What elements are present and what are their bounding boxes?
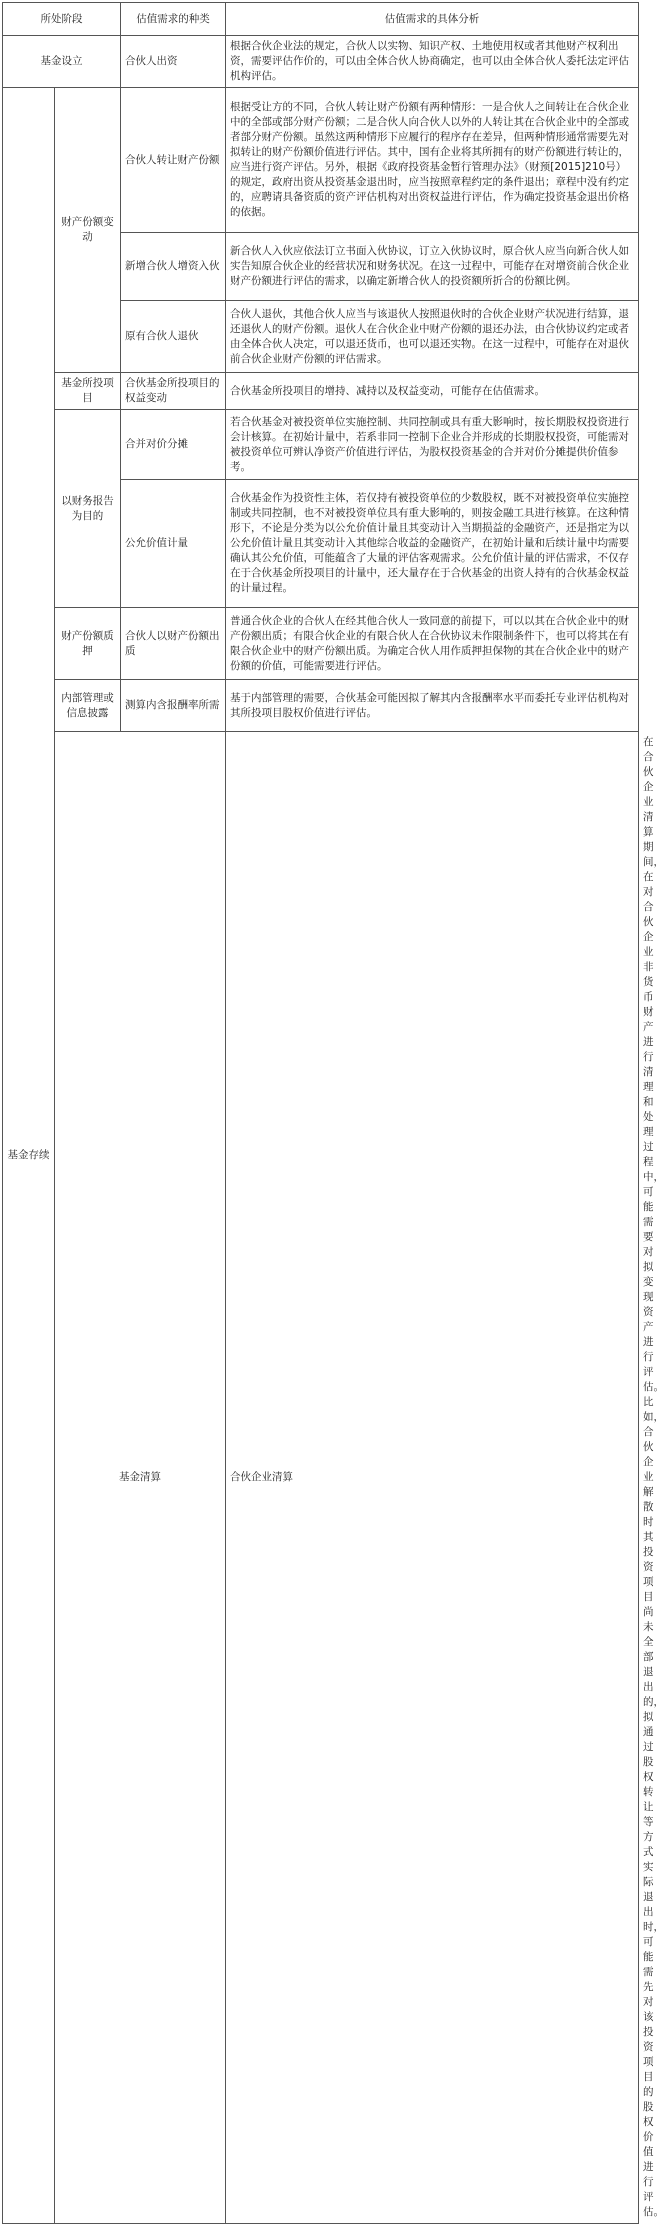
analysis-cell: 若合伙基金对被投资单位实施控制、共同控制或具有重大影响时，按长期股权投资进行会计核算。在初始计量中，若系非同一控制下企业合并形成的长期股权投资，可能需对被投资单位可辨认净资产价值进行评估，为股权投资基金的合并对价分摊提供价值参考。 <box>226 410 639 480</box>
type-cell: 新增合伙人增资入伙 <box>121 233 226 301</box>
analysis-cell: 合伙人退伙，其他合伙人应当与该退伙人按照退伙时的合伙企业财产状况进行结算，退还退伙人的财产份额。退伙人在合伙企业中财产份额的退还办法，由合伙协议约定或者由全体合伙人决定，可以退还货币，也可以退还实物。在这一过程中，可能存在对退伙前合伙企业财产份额的评估需求。 <box>226 301 639 373</box>
valuation-needs-table <box>2 2 664 2224</box>
stage-cell: 基金设立 <box>3 36 121 88</box>
substage-cell: 以财务报告为目的 <box>55 410 121 608</box>
substage-cell: 基金所投项目 <box>55 373 121 410</box>
table-row <box>3 608 639 680</box>
header-row <box>3 3 639 36</box>
stage-cell: 基金清算 <box>55 732 226 2224</box>
analysis-cell: 合伙基金作为投资性主体，若仅持有被投资单位的少数股权，既不对被投资单位实施控制或共同控制，也不对被投资单位具有重大影响的，则按金融工具进行核算。在这种情形下，不论是分类为以公允价值计量且其变动计入当期损益的金融资产，还是指定为以公允价值计量且其变动计入其他综合收益的金融资产，在初始计量和后续计量中均需要确认其公允价值，可能蕴含了大量的评估客观需求。公允价值计量的评估需求，不仅存在于合伙基金所投项目的计量中，还大量存在于合伙基金的出资人持有的合伙基金权益的计量过程。 <box>226 480 639 608</box>
type-cell: 合伙人出资 <box>121 36 226 88</box>
header-analysis: 估值需求的具体分析 <box>226 3 639 36</box>
substage-cell: 财产份额变动 <box>55 88 121 373</box>
type-cell: 合伙人以财产份额出质 <box>121 608 226 680</box>
type-cell: 公允价值计量 <box>121 480 226 608</box>
table-row <box>3 680 639 732</box>
header-type: 估值需求的种类 <box>121 3 226 36</box>
type-cell: 合伙企业清算 <box>226 732 639 2224</box>
table-row <box>3 36 639 88</box>
type-cell: 合并对价分摊 <box>121 410 226 480</box>
analysis-cell: 根据受让方的不同，合伙人转让财产份额有两种情形：一是合伙人之间转让在合伙企业中的全部或部分财产份额；二是合伙人向合伙人以外的人转让其在合伙企业中的全部或者部分财产份额。虽然这两种情形下应履行的程序存在差异，但两种情形通常需要先对拟转让的财产份额价值进行评估。其中，国有企业将其所拥有的财产份额进行转让的，应当进行资产评估。另外，根据《政府投资基金暂行管理办法》（财预[2015]210号）的规定，政府出资从投资基金退出时，应当按照章程约定的条件退出；章程中没有约定的，应聘请具备资质的资产评估机构对出资权益进行评估，作为确定投资基金退出价格的依据。 <box>226 88 639 233</box>
type-cell: 合伙人转让财产份额 <box>121 88 226 233</box>
table-row <box>3 373 639 410</box>
table-row <box>3 410 639 480</box>
substage-cell: 内部管理或信息披露 <box>55 680 121 732</box>
type-cell: 合伙基金所投项目的权益变动 <box>121 373 226 410</box>
analysis-cell: 根据合伙企业法的规定，合伙人以实物、知识产权、土地使用权或者其他财产权利出资，需要评估作价的，可以由全体合伙人协商确定，也可以由全体合伙人委托法定评估机构评估。 <box>226 36 639 88</box>
table-row: 基金清算 合伙企业清算 在合伙企业清算期间，在对合伙企业非货币财产进行清理和处理过程中，可能需要对拟变现资产进行评估。比如，合伙企业解散时其投资项目尚未全部退出的，拟通过股权转让等方式实际退出时，可能需先对该投资项目的股权价值进行评估。 <box>3 732 639 2224</box>
analysis-cell: 普通合伙企业的合伙人在经其他合伙人一致同意的前提下，可以以其在合伙企业中的财产份额出质；有限合伙企业的有限合伙人在合伙协议未作限制条件下，也可以将其在有限合伙企业中的财产份额出质。为确定合伙人用作质押担保物的其在合伙企业中的财产份额的价值，可能需要进行评估。 <box>226 608 639 680</box>
stage-cell: 基金存续 <box>3 88 55 2224</box>
analysis-cell: 基于内部管理的需要，合伙基金可能因拟了解其内含报酬率水平而委托专业评估机构对其所投项目股权价值进行评估。 <box>226 680 639 732</box>
analysis-cell: 新合伙人入伙应依法订立书面入伙协议，订立入伙协议时，原合伙人应当向新合伙人如实告知原合伙企业的经营状况和财务状况。在这一过程中，可能存在对增资前合伙企业财产份额进行评估的需求，以确定新增合伙人的投资额所折合的份额比例。 <box>226 233 639 301</box>
header-stage: 所处阶段 <box>3 3 121 36</box>
type-cell: 测算内含报酬率所需 <box>121 680 226 732</box>
table-row <box>3 88 639 233</box>
substage-cell: 财产份额质押 <box>55 608 121 680</box>
analysis-cell: 合伙基金所投项目的增持、减持以及权益变动，可能存在估值需求。 <box>226 373 639 410</box>
type-cell: 原有合伙人退伙 <box>121 301 226 373</box>
